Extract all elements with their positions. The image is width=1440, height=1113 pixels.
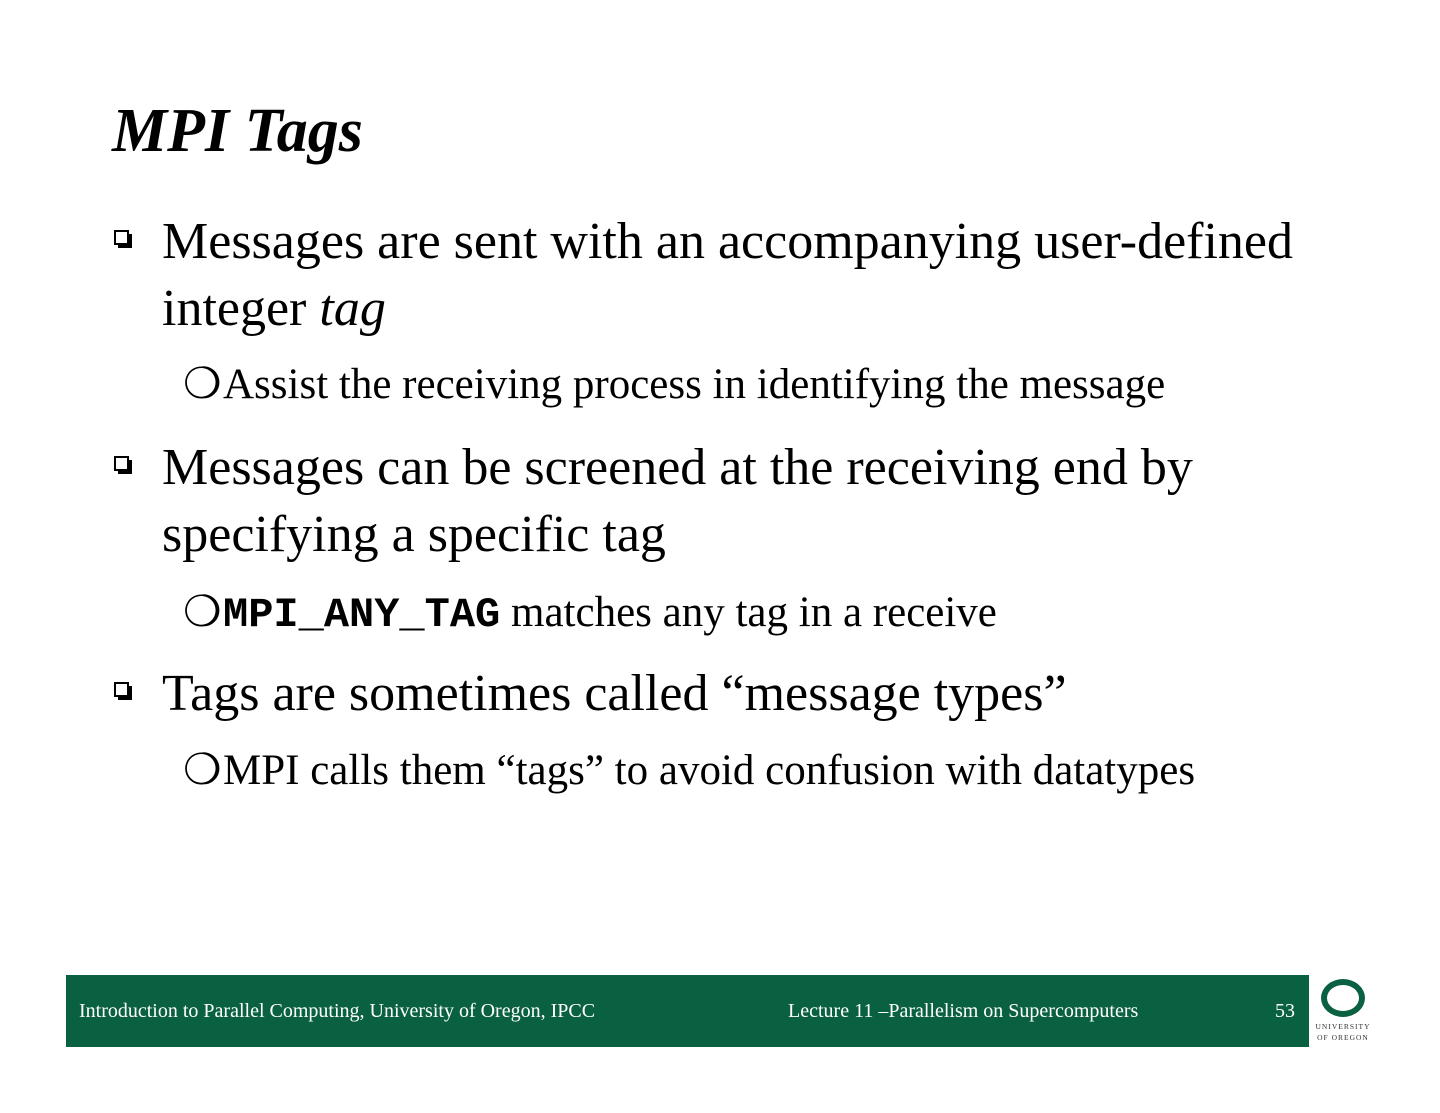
slide-title: MPI Tags [112,97,363,165]
sub-bullet-2-text: matches any tag in a receive [500,589,997,636]
bullet-3-text: Tags are sometimes called “message types” [162,665,1067,722]
circle-bullet-icon: ❍ [183,589,222,636]
sub-bullet-3-text: MPI calls them “tags” to avoid confusion with datatypes [223,747,1196,794]
footer-bar [66,975,1309,1047]
mpi-any-tag-code: MPI_ANY_TAG [223,591,501,639]
footer-course: Introduction to Parallel Computing, University of Oregon, IPCC [79,1000,596,1022]
square-bullet-icon [114,456,134,476]
sub-bullet-1 [183,356,1383,414]
o-logo-icon [1321,979,1365,1017]
page-number: 53 [1275,1000,1295,1022]
sub-bullet-2 [183,584,1383,644]
sub-bullet-3 [183,742,1203,800]
logo-line-1: UNIVERSITY [1315,1022,1371,1031]
footer-lecture: Lecture 11 –Parallelism on Supercomputers [788,1000,1139,1022]
bullet-1-tag: tag [319,280,386,337]
bullet-1 [114,208,1344,342]
bullet-3 [114,660,1344,727]
bullet-2 [114,434,1344,568]
circle-bullet-icon: ❍ [183,747,222,794]
university-of-oregon-logo [1313,975,1373,1047]
square-bullet-icon [114,230,134,250]
sub-bullet-1-text: Assist the receiving process in identifying the message [223,361,1166,408]
square-bullet-icon [114,682,134,702]
logo-line-2: OF OREGON [1317,1033,1369,1042]
circle-bullet-icon: ❍ [183,361,222,408]
bullet-2-text: Messages can be screened at the receiving end by specifying a specific tag [162,439,1193,563]
bullet-1-text: Messages are sent with an accompanying user-defined integer [162,213,1293,337]
